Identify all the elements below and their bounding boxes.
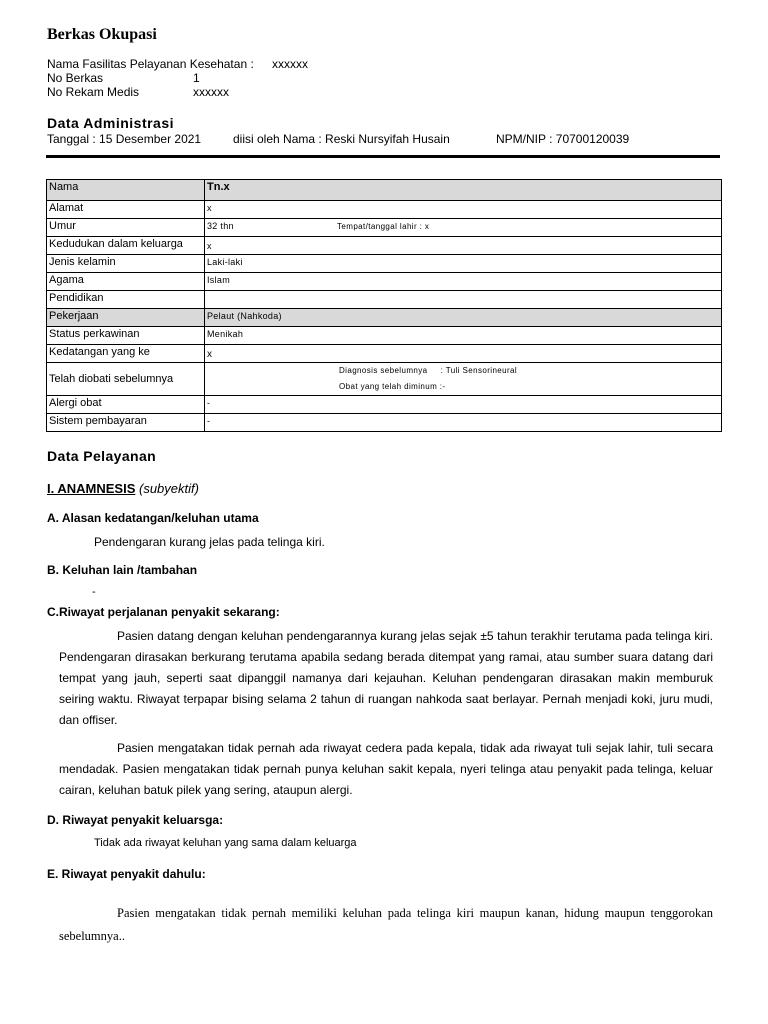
- berkas-value: 1: [193, 71, 200, 85]
- label-kedudukan: Kedudukan dalam keluarga: [47, 237, 205, 255]
- section-b-heading: B. Keluhan lain /tambahan: [47, 563, 198, 577]
- document-title: Berkas Okupasi: [47, 26, 157, 43]
- anamnesis-label: I. ANAMNESIS: [47, 481, 136, 496]
- admin-heading: Data Administrasi: [47, 115, 175, 131]
- table-row: [47, 396, 722, 414]
- facility-label: Nama Fasilitas Pelayanan Kesehatan :: [47, 57, 254, 71]
- value-diobati: [205, 363, 722, 396]
- label-status-perkawinan: Status perkawinan: [47, 327, 205, 345]
- table-row: [47, 237, 722, 255]
- table-row: [47, 327, 722, 345]
- value-kedudukan: x: [205, 237, 722, 255]
- admin-filled-by: diisi oleh Nama : Reski Nursyifah Husain: [233, 132, 450, 146]
- section-d-text: Tidak ada riwayat keluhan yang sama dalam keluarga: [94, 837, 357, 849]
- label-diobati: Telah diobati sebelumnya: [47, 363, 205, 396]
- table-row: [47, 219, 722, 237]
- section-b-text: -: [92, 586, 96, 598]
- label-jenis-kelamin: Jenis kelamin: [47, 255, 205, 273]
- table-row: [47, 309, 722, 327]
- section-c-paragraph-2: Pasien mengatakan tidak pernah ada riwayat cedera pada kepala, tidak ada riwayat tuli sejak lahir, tuli secara mendadak. Pasien mengatakan tidak pernah punya keluhan sakit kepala, nyeri telinga atau penyakit pada telinga, keluar cairan, keluhan batuk pilek yang sering, ataupun alergi.: [59, 741, 713, 797]
- table-row: [47, 255, 722, 273]
- value-pendidikan: [205, 291, 722, 309]
- table-row: [47, 291, 722, 309]
- value-status-perkawinan: Menikah: [205, 327, 722, 345]
- admin-npm: NPM/NIP : 70700120039: [496, 132, 630, 146]
- section-d-heading: D. Riwayat penyakit keluarsga:: [47, 813, 224, 827]
- umur-text: 32 thn: [207, 221, 234, 231]
- label-alergi: Alergi obat: [47, 396, 205, 414]
- label-pembayaran: Sistem pembayaran: [47, 414, 205, 432]
- label-umur: Umur: [47, 219, 205, 237]
- table-row: [47, 201, 722, 219]
- facility-value: xxxxxx: [272, 57, 308, 71]
- section-e-heading: E. Riwayat penyakit dahulu:: [47, 867, 206, 881]
- tempat-tanggal-lahir: Tempat/tanggal lahir : x: [337, 222, 430, 231]
- value-alergi: -: [205, 396, 722, 414]
- rekam-medis-label: No Rekam Medis: [47, 85, 140, 99]
- label-pekerjaan: Pekerjaan: [47, 309, 205, 327]
- section-e-text: Pasien mengatakan tidak pernah memiliki keluhan pada telinga kiri maupun kanan, hidung maupun tenggorokan sebelumnya..: [59, 906, 713, 943]
- label-alamat: Alamat: [47, 201, 205, 219]
- table-row: [47, 180, 722, 201]
- diagnosis-sebelumnya: Diagnosis sebelumnya : Tuli Sensorineural: [339, 366, 518, 375]
- value-kedatangan: x: [205, 345, 722, 363]
- label-kedatangan: Kedatangan yang ke: [47, 345, 205, 363]
- label-nama: Nama: [47, 180, 205, 201]
- divider-line: [46, 155, 720, 158]
- section-a-text: Pendengaran kurang jelas pada telinga kiri.: [94, 535, 325, 549]
- value-nama: Tn.x: [205, 180, 722, 201]
- anamnesis-heading: [47, 481, 199, 496]
- admin-date: Tanggal : 15 Desember 2021: [47, 132, 202, 146]
- value-agama: Islam: [205, 273, 722, 291]
- subyektif-label: (subyektif): [138, 481, 199, 496]
- berkas-label: No Berkas: [47, 71, 104, 85]
- value-umur: [205, 219, 722, 237]
- section-c-heading: C.Riwayat perjalanan penyakit sekarang:: [47, 605, 280, 619]
- patient-info-table: [46, 179, 722, 432]
- value-alamat: x: [205, 201, 722, 219]
- value-pembayaran: -: [205, 414, 722, 432]
- rekam-medis-value: xxxxxx: [193, 85, 229, 99]
- table-row: [47, 273, 722, 291]
- table-row: [47, 414, 722, 432]
- table-row: [47, 363, 722, 396]
- label-pendidikan: Pendidikan: [47, 291, 205, 309]
- section-c-paragraph-1: Pasien datang dengan keluhan pendengarannya kurang jelas sejak ±5 tahun terakhir terutama pada telinga kiri. Pendengaran dirasakan berkurang terutama apabila sedang berada ditempat yang ramai, atau sumber suara datang dari tempat yang jauh, seperti saat dipanggil namanya dari kejauhan. Keluhan pendengaran dirasakan makin memburuk seiring waktu. Riwayat terpapar bising selama 2 tahun di ruangan nahkoda saat berlayar. Pernah menjadi koki, juru mudi, dan offiser.: [59, 629, 713, 727]
- section-a-heading: A. Alasan kedatangan/keluhan utama: [47, 511, 259, 525]
- label-agama: Agama: [47, 273, 205, 291]
- value-jenis-kelamin: Laki-laki: [205, 255, 722, 273]
- obat-diminum: Obat yang telah diminum :-: [339, 382, 446, 391]
- pelayanan-heading: Data Pelayanan: [47, 448, 157, 464]
- value-pekerjaan: Pelaut (Nahkoda): [205, 309, 722, 327]
- table-row: [47, 345, 722, 363]
